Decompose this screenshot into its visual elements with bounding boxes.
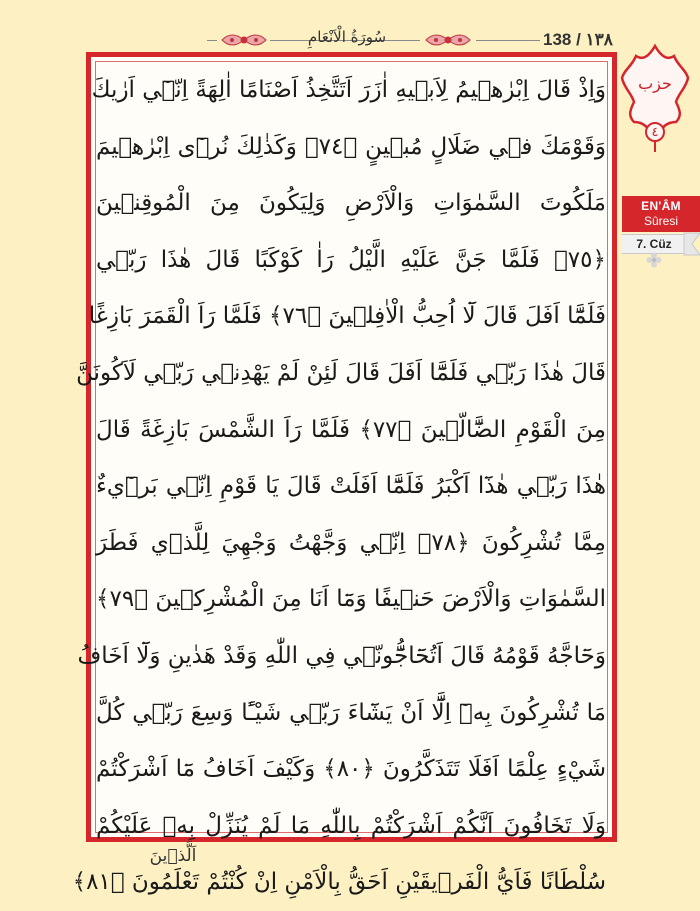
- hizb-number: ٤: [651, 125, 659, 140]
- juz-tab[interactable]: 7. Cüz: [622, 234, 687, 254]
- text-line: وَحَٓاجَّهُ قَوْمُهُ قَالَ اَتُحَٓاجُّٓونّٖي فِي اللّٰهِ وَقَدْ هَدٰينِ وَلَٓا اَخَافُ: [77, 642, 606, 669]
- surah-tab[interactable]: [622, 196, 700, 232]
- header-rule: [476, 40, 540, 41]
- text-line: وَلَا تَخَافُونَ اَنَّكُمْ اَشْرَكْتُمْ بِاللّٰهِ مَا لَمْ يُنَزِّلْ بِهٖ عَلَيْكُمْ: [96, 812, 606, 839]
- text-line: مَا تُشْرِكُونَ بِهٖٓ اِلَّٓا اَنْ يَشَٓاءَ رَبّٖي شَيْـًٔا وَسِعَ رَبّٖي كُلَّ: [96, 699, 606, 726]
- text-line: وَقَوْمَكَ فٖي ضَلَالٍ مُبٖينٍ ﴿٧٤﴾ وَكَذٰلِكَ نُرٖٓى اِبْرٰهٖيمَ: [96, 133, 606, 160]
- floral-ornament-icon: [220, 30, 268, 50]
- surah-title: سُورَةُ الْاَنْعَامِ: [307, 28, 387, 46]
- text-line: السَّمٰوَاتِ وَالْاَرْضَ حَنٖيفًا وَمَٓا اَنَا مِنَ الْمُشْرِكٖينَ ﴿٧٩﴾: [96, 586, 606, 613]
- hizb-marker: [620, 44, 690, 154]
- text-line: شَيْءٍ عِلْمًا اَفَلَا تَتَذَكَّرُونَ ﴿٨٠﴾ وَكَيْفَ اَخَافُ مَٓا اَشْرَكْتُمْ: [96, 756, 606, 783]
- juz-arrow-icon: [684, 233, 700, 255]
- flower-icon: [646, 252, 662, 268]
- page-number: 138 / ١٣٨: [543, 30, 613, 49]
- text-line: وَاِذْ قَالَ اِبْرٰهٖيمُ لِاَبٖيهِ اٰزَرَ اَتَتَّخِذُ اَصْنَامًا اٰلِهَةً اِنّٖٓي اَرٰيكَ: [91, 77, 606, 103]
- header-rule: [207, 40, 217, 41]
- text-line: مِنَ الْقَوْمِ الضَّٓالّٖينَ ﴿٧٧﴾ فَلَمَّا رَاَ الشَّمْسَ بَازِغَةً قَالَ: [96, 416, 606, 443]
- surah-tab-sub: Sûresi: [643, 214, 678, 228]
- text-line: مِمَّا تُشْرِكُونَ ﴿٧٨﴾ اِنّٖي وَجَّهْتُ وَجْهِيَ لِلَّذٖي فَطَرَ: [96, 529, 607, 556]
- text-line: مَلَكُوتَ السَّمٰوَاتِ وَالْاَرْضِ وَلِيَكُونَ مِنَ الْمُوقِنٖينَ: [96, 190, 606, 217]
- text-line: فَلَمَّٓا اَفَلَ قَالَ لَٓا اُحِبُّ الْاٰفِلٖينَ ﴿٧٦﴾ فَلَمَّا رَاَ الْقَمَرَ بَازِغًا: [88, 303, 606, 330]
- text-line: قَالَ هٰذَا رَبّٖي فَلَمَّٓا اَفَلَ قَالَ لَئِنْ لَمْ يَهْدِنٖي رَبّٖي لَاَكُونَنَّ: [76, 359, 606, 386]
- floral-ornament-icon: [424, 30, 472, 50]
- text-line: ﴿٧٥﴾ فَلَمَّا جَنَّ عَلَيْهِ الَّيْلُ رَاٰ كَوْكَبًا قَالَ هٰذَا رَبّٖي: [96, 246, 606, 273]
- surah-tab-name: EN'ÂM: [641, 199, 681, 213]
- text-line: هٰذَا رَبّٖي هٰذَٓا اَكْبَرُ فَلَمَّٓا اَفَلَتْ قَالَ يَا قَوْمِ اِنّٖي بَرٖٓيءٌ: [96, 473, 606, 500]
- hizb-label: حزب: [638, 74, 672, 93]
- text-line: سُلْطَانًا فَاَيُّ الْفَرٖيقَيْنِ اَحَقُّ بِالْاَمْنِ اِنْ كُنْتُمْ تَعْلَمُونَ ﴿٨١﴾: [72, 869, 606, 896]
- catchword: اَلَّذٖينَ: [149, 846, 197, 866]
